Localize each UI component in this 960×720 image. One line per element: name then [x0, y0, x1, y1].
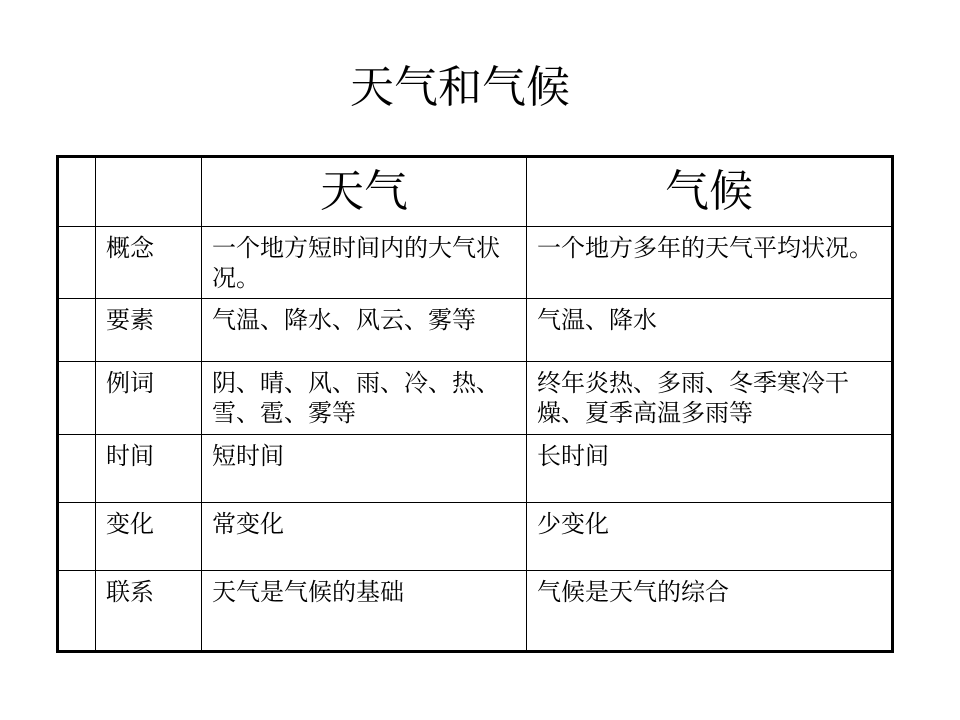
header-blank-cell: [58, 157, 96, 227]
row-blank-cell: [58, 571, 96, 652]
climate-cell: 气温、降水: [527, 299, 893, 362]
row-label: 联系: [96, 571, 202, 652]
table-row: [58, 435, 893, 503]
weather-cell: 阴、晴、风、雨、冷、热、雪、雹、雾等: [202, 362, 527, 435]
row-label: 要素: [96, 299, 202, 362]
weather-cell: 常变化: [202, 503, 527, 571]
climate-cell: 气候是天气的综合: [527, 571, 893, 652]
weather-cell: 气温、降水、风云、雾等: [202, 299, 527, 362]
table-row: [58, 362, 893, 435]
climate-cell: 长时间: [527, 435, 893, 503]
comparison-table: [56, 155, 894, 653]
row-label: 变化: [96, 503, 202, 571]
climate-cell: 一个地方多年的天气平均状况。: [527, 227, 893, 299]
row-blank-cell: [58, 227, 96, 299]
table-header-row: [58, 157, 893, 227]
row-blank-cell: [58, 503, 96, 571]
weather-cell: 一个地方短时间内的大气状况。: [202, 227, 527, 299]
row-label: 时间: [96, 435, 202, 503]
header-climate: 气候: [527, 157, 893, 227]
table-row: [58, 299, 893, 362]
weather-cell: 短时间: [202, 435, 527, 503]
header-weather: 天气: [202, 157, 527, 227]
table-row: [58, 503, 893, 571]
table-row: [58, 227, 893, 299]
climate-cell: 少变化: [527, 503, 893, 571]
row-blank-cell: [58, 299, 96, 362]
weather-cell: 天气是气候的基础: [202, 571, 527, 652]
row-blank-cell: [58, 435, 96, 503]
page-title: 天气和气候: [350, 62, 570, 113]
table-row: [58, 571, 893, 652]
row-label: 概念: [96, 227, 202, 299]
header-label-cell: [96, 157, 202, 227]
climate-cell: 终年炎热、多雨、冬季寒冷干燥、夏季高温多雨等: [527, 362, 893, 435]
row-blank-cell: [58, 362, 96, 435]
row-label: 例词: [96, 362, 202, 435]
